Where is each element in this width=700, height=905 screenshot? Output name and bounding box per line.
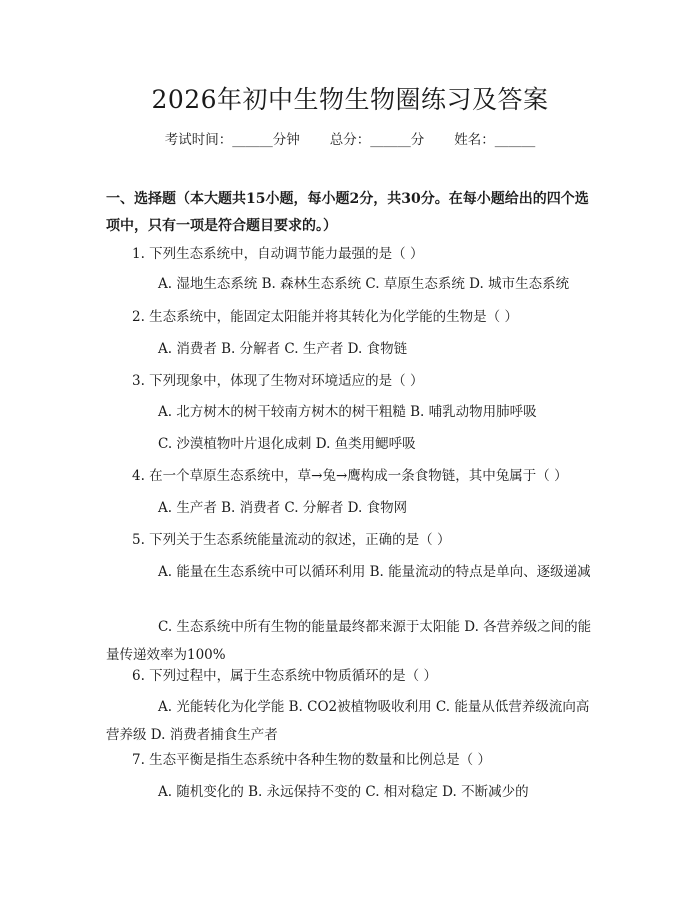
- section-heading: 一、选择题（本大题共15小题，每小题2分，共30分。在每小题给出的四个选项中，只有一项是符合题目要求的。）: [106, 191, 589, 234]
- question-stem: 6. 下列过程中，属于生态系统中物质循环的是（ ）: [132, 668, 437, 684]
- question-3: [106, 367, 598, 395]
- student-name-field: 姓名：______: [454, 132, 536, 148]
- question-2-options: A. 消费者 B. 分解者 C. 生产者 D. 食物链: [158, 341, 408, 357]
- question-7: [106, 746, 598, 774]
- question-stem: 2. 生态系统中，能固定太阳能并将其转化为化学能的生物是（ ）: [132, 309, 518, 325]
- total-score-field: 总分：______分: [329, 132, 425, 148]
- question-5: [106, 526, 598, 554]
- question-5-option-ab: A. 能量在生态系统中可以循环利用 B. 能量流动的特点是单向、逐级递减: [158, 564, 591, 580]
- question-2: [106, 303, 598, 331]
- question-4-options: A. 生产者 B. 消费者 C. 分解者 D. 食物网: [158, 500, 408, 516]
- question-stem: 5. 下列关于生态系统能量流动的叙述，正确的是（ ）: [132, 532, 451, 548]
- question-4: [106, 462, 598, 490]
- question-3-options-line-1: A. 北方树木的树干较南方树木的树干粗糙 B. 哺乳动物用肺呼吸: [158, 404, 537, 420]
- page-title: 2026年初中生物生物圈练习及答案: [151, 85, 549, 114]
- question-stem: 7. 生态平衡是指生态系统中各种生物的数量和比例总是（ ）: [132, 752, 491, 768]
- question-1: [106, 240, 598, 268]
- question-5-option-cd: C. 生态系统中所有生物的能量最终都来源于太阳能 D. 各营养级之间的能量传递效率为100%: [106, 619, 592, 663]
- question-6: [106, 662, 598, 690]
- question-3-options-line-2: C. 沙漠植物叶片退化成刺 D. 鱼类用鳃呼吸: [158, 436, 416, 452]
- question-6-options: A. 光能转化为化学能 B. CO2被植物吸收利用 C. 能量从低营养级流向高营养级 D. 消费者捕食生产者: [106, 699, 590, 743]
- exam-time-field: 考试时间：______分钟: [164, 132, 300, 148]
- question-stem: 1. 下列生态系统中，自动调节能力最强的是（ ）: [132, 246, 424, 262]
- exam-meta-line: [0, 130, 700, 150]
- question-1-options: A. 湿地生态系统 B. 森林生态系统 C. 草原生态系统 D. 城市生态系统: [158, 276, 570, 292]
- question-stem: 3. 下列现象中，体现了生物对环境适应的是（ ）: [132, 373, 424, 389]
- question-stem: 4. 在一个草原生态系统中，草→兔→鹰构成一条食物链，其中兔属于（ ）: [132, 468, 568, 484]
- question-7-options: A. 随机变化的 B. 永远保持不变的 C. 相对稳定 D. 不断减少的: [158, 784, 529, 800]
